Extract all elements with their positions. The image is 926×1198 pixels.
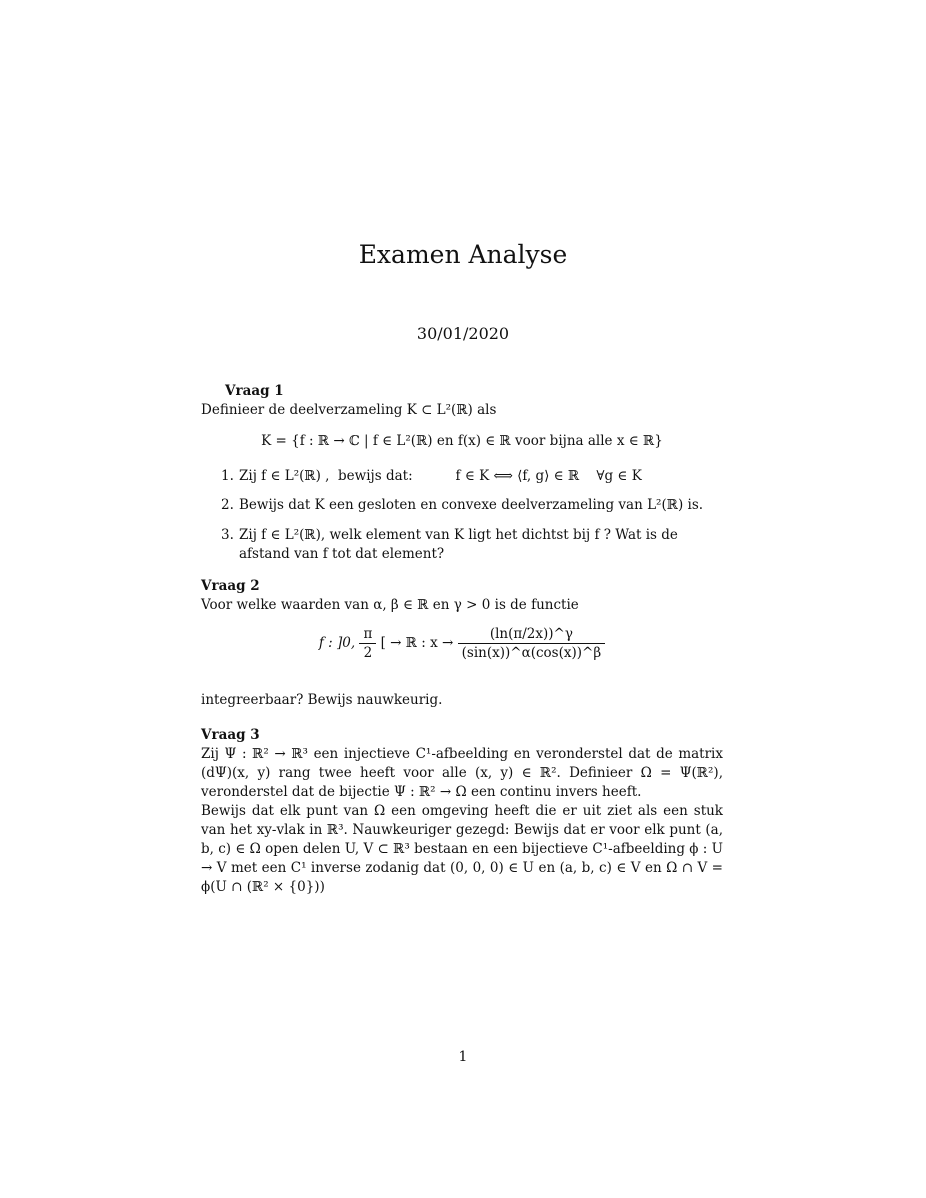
question-3-heading: Vraag 3 bbox=[201, 727, 260, 743]
item-text: Zij f ∈ L²(ℝ) , bewijs dat: f ∈ K ⟺ ⟨f, g⟩ ∈ ℝ ∀g ∈ K bbox=[239, 468, 642, 484]
function-denominator: (sin(x))^α(cos(x))^β bbox=[461, 645, 602, 661]
item-number: 3. bbox=[221, 527, 234, 543]
page-number: 1 bbox=[458, 1049, 468, 1065]
exam-date: 30/01/2020 bbox=[416, 324, 510, 343]
function-numerator: (ln(π/2x))^γ bbox=[458, 626, 605, 644]
set-definition: K = {f : ℝ → ℂ | f ∈ L²(ℝ) en f(x) ∈ ℝ voor bijna alle x ∈ ℝ} bbox=[261, 433, 663, 449]
question-3 bbox=[201, 726, 723, 897]
function-lhs: f : ]0, bbox=[318, 635, 356, 651]
list-item bbox=[221, 496, 723, 515]
function-definition bbox=[201, 626, 723, 661]
question-3-paragraph-2: Bewijs dat elk punt van Ω een omgeving heeft die er uit ziet als een stuk van het xy-vlak in ℝ³. Nauwkeuriger gezegd: Bewijs dat er voor elk punt (a, b, c) ∈ Ω open delen U, V ⊂ ℝ³ bestaan en een bijectieve C¹-afbeelding ϕ : U → V met een C¹ inverse zodanig dat (0, 0, 0) ∈ U en (a, b, c) ∈ V en Ω ∩ V = ϕ(U ∩ (ℝ² × {0})) bbox=[201, 803, 723, 895]
function-mid: [ → ℝ : x → bbox=[380, 635, 454, 651]
question-3-paragraph-1: Zij Ψ : ℝ² → ℝ³ een injectieve C¹-afbeelding en veronderstel dat de matrix (dΨ)(x, y) rang twee heeft voor alle (x, y) ∈ ℝ². Definieer Ω = Ψ(ℝ²), veronderstel dat de bijectie Ψ : ℝ² → Ω een continu invers heeft. bbox=[201, 746, 723, 800]
question-1-heading: Vraag 1 bbox=[225, 383, 284, 399]
page-title: Examen Analyse bbox=[358, 240, 568, 269]
question-2-intro: Voor welke waarden van α, β ∈ ℝ en γ > 0 is de functie bbox=[201, 597, 579, 613]
question-2-heading: Vraag 2 bbox=[201, 578, 260, 594]
item-text: Zij f ∈ L²(ℝ), welk element van K ligt het dichtst bij f ? Wat is de afstand van f tot dat element? bbox=[239, 527, 678, 562]
function-fraction bbox=[458, 626, 605, 661]
item-text: Bewijs dat K een gesloten en convexe deelverzameling van L²(ℝ) is. bbox=[239, 497, 704, 513]
question-2-outro: integreerbaar? Bewijs nauwkeurig. bbox=[201, 692, 443, 708]
question-1 bbox=[201, 382, 723, 420]
question-2 bbox=[201, 577, 723, 615]
question-1-intro: Definieer de deelverzameling K ⊂ L²(ℝ) als bbox=[201, 402, 497, 418]
pi-numerator: π bbox=[359, 626, 376, 644]
item-number: 2. bbox=[221, 497, 234, 513]
list-item bbox=[221, 467, 723, 486]
item-number: 1. bbox=[221, 468, 234, 484]
list-item bbox=[221, 526, 723, 564]
pi-over-two bbox=[359, 626, 376, 661]
pi-denominator: 2 bbox=[363, 645, 373, 661]
